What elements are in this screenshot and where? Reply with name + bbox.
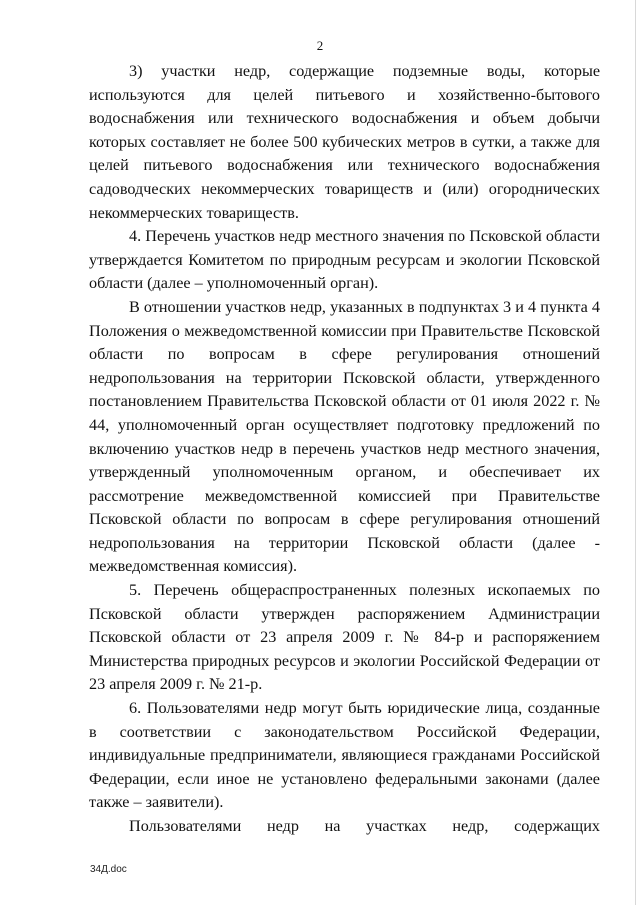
paragraph-point-4: 4. Перечень участков недр местного значения по Псковской области утверждается Комитетом по природным ресурсам и экологии Псковской области (далее – уполномоченный орган). [89,227,600,293]
paragraph-point-6: 6. Пользователями недр могут быть юридические лица, созданные в соответствии с законодательством Российской Федерации, индивидуальные предприниматели, являющиеся гражданами Российской Федерации, если иное не установлено федеральными законами (далее также – заявители). [89,699,600,812]
page-number: 2 [316,38,324,53]
file-name-footer: 34Д.doc [90,864,127,875]
document-body [89,60,600,839]
scan-edge-line [635,0,636,905]
paragraph-point-5: 5. Перечень общераспространенных полезных ископаемых по Псковской области утвержден распоряжением Администрации Псковской области от 23 апреля 2009 г. № 84-р и распоряжением Министерства природных ресурсов и экологии Российской Федерации от 23 апреля 2009 г. № 21-р. [89,581,600,694]
paragraph-subpoints-relation: В отношении участков недр, указанных в подпунктах 3 и 4 пункта 4 Положения о межведомственной комиссии при Правительстве Псковской области по вопросам в сфере регулирования отношений недропользования на территории Псковской области, утвержденного постановлением Правительства Псковской области от 01 июля 2022 г. № 44, уполномоченный орган осуществляет подготовку предложений по включению участков недр в перечень участков недр местного значения, утвержденный уполномоченным органом, и обеспечивает их рассмотрение межведомственной комиссией при Правительстве Псковской области по вопросам в сфере регулирования отношений недропользования на территории Псковской области (далее - межведомственная комиссия). [89,297,600,576]
paragraph-item-3: 3) участки недр, содержащие подземные воды, которые используются для целей питьевого и хозяйственно-бытового водоснабжения или технического водоснабжения и объем добычи которых составляет не более 500 кубических метров в сутки, а также для целей питьевого водоснабжения или технического водоснабжения садоводческих некоммерческих товариществ и (или) огороднических некоммерческих товариществ. [89,62,600,222]
paragraph-users-continued: Пользователями недр на участках недр, содержащих [129,817,600,835]
